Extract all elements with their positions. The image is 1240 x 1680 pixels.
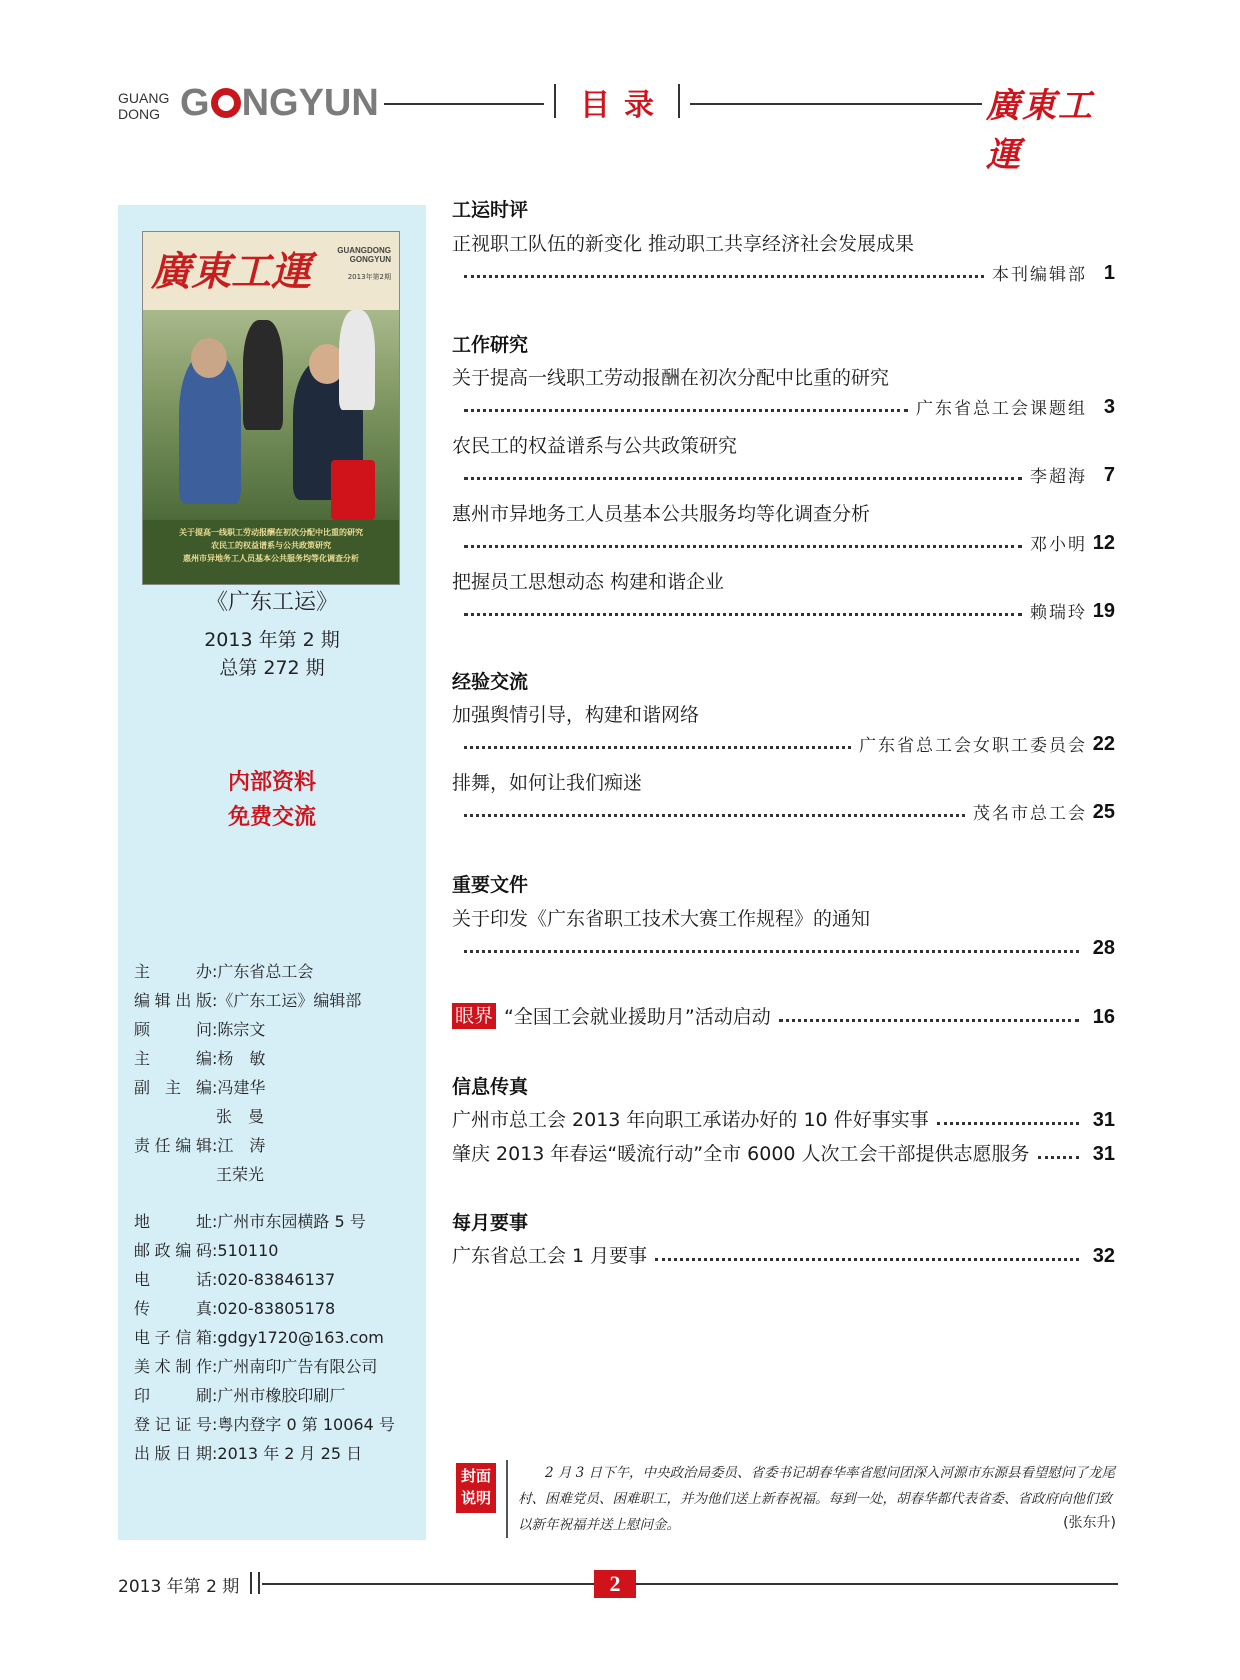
info-row: 电子信箱:gdgy1720@163.com <box>134 1323 424 1352</box>
toc-entry-page: 25 <box>1092 801 1115 823</box>
toc-entry-page: 7 <box>1103 464 1115 486</box>
person-figure <box>243 320 283 430</box>
brand-small-text: GUANG DONG <box>118 90 170 122</box>
toc-entry-title[interactable]: 关于印发《广东省职工技术大赛工作规程》的通知 <box>452 908 871 930</box>
page-title: 目录 <box>580 88 668 123</box>
info-row <box>134 1102 424 1131</box>
toc-entry-page: 1 <box>1103 262 1115 284</box>
info-value: 陈宗文 <box>217 1020 266 1039</box>
info-spacer <box>134 1189 424 1207</box>
info-row: 顾 问:陈宗文 <box>134 1015 424 1044</box>
header-divider-left <box>554 84 556 118</box>
info-label: 副 主 编 <box>134 1078 212 1097</box>
toc-entry-title[interactable]: 惠州市异地务工人员基本公共服务均等化调查分析 <box>452 503 871 525</box>
info-value: 020-83846137 <box>217 1270 336 1289</box>
toc-entry-title: 肇庆 2013 年春运“暖流行动”全市 6000 人次工会干部提供志愿服务 <box>452 1143 1030 1165</box>
info-label: 登记证号 <box>134 1415 212 1434</box>
leader-dots <box>464 814 965 817</box>
cover-brand: GUANGDONG GONGYUN <box>337 246 391 264</box>
info-label: 地 址 <box>134 1212 212 1231</box>
person-head <box>191 338 227 378</box>
page-number: 2 <box>594 1570 636 1598</box>
red-stool <box>331 460 375 520</box>
toc-entry[interactable] <box>452 1240 1115 1268</box>
issue-year: 2013 年第 2 期 <box>204 629 340 651</box>
info-row <box>134 1160 424 1189</box>
info-label: 责任编辑 <box>134 1136 212 1155</box>
info-label: 电子信箱 <box>134 1328 212 1347</box>
info-value: 2013 年 2 月 25 日 <box>217 1444 363 1463</box>
toc-entry-page: 31 <box>1092 1109 1115 1131</box>
toc-entry-author: 李超海 <box>1030 467 1087 487</box>
footer-rule-right <box>636 1583 1118 1585</box>
info-row: 登记证号:粤内登字 0 第 10064 号 <box>134 1410 424 1439</box>
info-value: 广州南印广告有限公司 <box>217 1357 378 1376</box>
info-row: 邮政编码:510110 <box>134 1236 424 1265</box>
leader-dots <box>655 1258 1079 1261</box>
page-header <box>118 78 1128 175</box>
toc-entry-title: “全国工会就业援助月”活动启动 <box>504 1006 771 1028</box>
info-row: 编辑出版:《广东工运》编辑部 <box>134 986 424 1015</box>
info-label: 美术制作 <box>134 1357 212 1376</box>
toc-entry-leader[interactable] <box>452 393 1115 419</box>
union-logo-icon <box>211 88 241 118</box>
info-value: 《广东工运》编辑部 <box>217 991 362 1010</box>
toc-entry-author: 广东省总工会女职工委员会 <box>859 736 1087 756</box>
toc-entry-leader[interactable] <box>452 798 1115 824</box>
section-heading: 工作研究 <box>452 334 529 356</box>
section-heading: 重要文件 <box>452 874 529 896</box>
cover-headlines <box>143 520 399 584</box>
toc-entry-page: 31 <box>1092 1143 1115 1165</box>
toc-entry-author: 本刊编辑部 <box>992 265 1087 285</box>
toc-entry-author: 广东省总工会课题组 <box>916 399 1087 419</box>
toc-entry-page: 12 <box>1092 532 1115 554</box>
leader-dots <box>464 613 1022 616</box>
toc-entry-leader[interactable] <box>452 597 1115 623</box>
toc-eye-entry[interactable] <box>452 1001 1115 1029</box>
magazine-logo: 廣東工運 <box>986 86 1094 175</box>
info-value: 粤内登字 0 第 10064 号 <box>217 1415 395 1434</box>
info-row: 电 话:020-83846137 <box>134 1265 424 1294</box>
toc-entry-leader[interactable] <box>452 461 1115 487</box>
info-label: 印 刷 <box>134 1386 212 1405</box>
info-label: 编辑出版 <box>134 991 212 1010</box>
cover-headline: 关于提高一线职工劳动报酬在初次分配中比重的研究 <box>179 528 363 537</box>
toc-entry-leader[interactable] <box>452 259 1115 285</box>
toc-entry-leader[interactable] <box>452 730 1115 756</box>
info-value: 张 曼 <box>216 1107 265 1126</box>
toc-entry-page: 32 <box>1092 1245 1115 1267</box>
brand-big-pre: G <box>180 82 210 124</box>
info-value: 江 涛 <box>217 1136 266 1155</box>
caption-divider <box>506 1460 508 1538</box>
info-row: 印 刷:广州市橡胶印刷厂 <box>134 1381 424 1410</box>
header-divider-right <box>678 84 680 118</box>
toc-entry-title: 广东省总工会 1 月要事 <box>452 1245 648 1267</box>
info-label: 邮政编码 <box>134 1241 212 1260</box>
info-row: 传 真:020-83805178 <box>134 1294 424 1323</box>
leader-dots <box>464 477 1022 480</box>
eye-badge: 眼界 <box>452 1003 496 1029</box>
leader-dots <box>464 409 908 412</box>
info-value: 冯建华 <box>217 1078 266 1097</box>
info-row: 美术制作:广州南印广告有限公司 <box>134 1352 424 1381</box>
toc-entry-title[interactable]: 排舞，如何让我们痴迷 <box>452 772 643 794</box>
info-label: 出版日期 <box>134 1444 212 1463</box>
sidebar <box>118 205 426 1540</box>
leader-dots <box>779 1019 1079 1022</box>
cover-caption-badge <box>456 1463 496 1513</box>
toc-entry-page: 22 <box>1092 733 1115 755</box>
section-heading: 经验交流 <box>452 671 529 693</box>
leader-dots <box>937 1122 1079 1125</box>
toc-entry-title[interactable]: 关于提高一线职工劳动报酬在初次分配中比重的研究 <box>452 367 890 389</box>
photo-credit: (张东升) <box>1063 1515 1116 1531</box>
caption-badge-line: 封面 <box>460 1467 491 1485</box>
magazine-name: 《广东工运》 <box>205 590 338 615</box>
toc-entry-leader[interactable] <box>452 934 1115 960</box>
info-row: 地 址:广州市东园横路 5 号 <box>134 1207 424 1236</box>
cover-issue: 2013年第2期 <box>347 273 391 281</box>
section-heading: 每月要事 <box>452 1212 529 1234</box>
cover-masthead <box>143 232 399 310</box>
info-row: 主 办:广东省总工会 <box>134 957 424 986</box>
toc-entry-author: 茂名市总工会 <box>973 804 1087 824</box>
info-value: 020-83805178 <box>217 1299 336 1318</box>
brand-logo <box>180 82 379 125</box>
info-value: 王荣光 <box>216 1165 265 1184</box>
info-row: 出版日期:2013 年 2 月 25 日 <box>134 1439 424 1468</box>
info-label: 主 办 <box>134 962 212 981</box>
caption-badge-line: 说明 <box>460 1489 491 1507</box>
person-figure <box>339 310 375 410</box>
issue-total: 总第 272 期 <box>219 657 325 679</box>
info-label: 顾 问 <box>134 1020 212 1039</box>
toc-entry-title[interactable]: 把握员工思想动态 构建和谐企业 <box>452 571 725 593</box>
cover-image[interactable] <box>142 231 400 585</box>
masthead-info <box>134 957 424 1468</box>
toc-entry-author: 邓小明 <box>1030 535 1087 555</box>
info-value: gdgy1720@163.com <box>217 1328 384 1347</box>
toc-entry-title[interactable]: 正视职工队伍的新变化 推动职工共享经济社会发展成果 <box>452 233 915 255</box>
toc-entry-author: 赖瑞玲 <box>1030 603 1087 623</box>
leader-dots <box>464 746 851 749</box>
footer-divider <box>250 1572 260 1594</box>
toc-entry-page: 19 <box>1092 600 1115 622</box>
toc-entry-page: 28 <box>1092 937 1115 959</box>
cover-headline: 农民工的权益谱系与公共政策研究 <box>211 541 331 550</box>
info-value: 510110 <box>217 1241 279 1260</box>
leader-dots <box>464 275 984 278</box>
toc-entry-page: 3 <box>1103 396 1115 418</box>
info-value: 广州市橡胶印刷厂 <box>217 1386 346 1405</box>
leader-dots <box>464 545 1022 548</box>
cover-title: 廣東工運 <box>151 248 311 295</box>
cover-photo <box>143 310 399 520</box>
info-row: 主 编:杨 敏 <box>134 1044 424 1073</box>
free-exchange-notice: 免费交流 <box>227 805 316 830</box>
leader-dots <box>1038 1156 1079 1159</box>
footer-issue: 2013 年第 2 期 <box>118 1577 240 1597</box>
toc-entry[interactable] <box>452 1104 1115 1132</box>
info-value: 杨 敏 <box>217 1049 266 1068</box>
toc-entry-title[interactable]: 加强舆情引导，构建和谐网络 <box>452 704 700 726</box>
info-label: 电 话 <box>134 1270 212 1289</box>
leader-dots <box>464 950 1079 953</box>
info-value: 广州市东园横路 5 号 <box>217 1212 366 1231</box>
cover-headline: 惠州市异地务工人员基本公共服务均等化调查分析 <box>183 554 359 563</box>
info-label: 传 真 <box>134 1299 212 1318</box>
info-value: 广东省总工会 <box>217 962 314 981</box>
toc-entry-title[interactable]: 农民工的权益谱系与公共政策研究 <box>452 435 738 457</box>
toc-entry-page: 16 <box>1092 1006 1115 1028</box>
internal-notice: 内部资料 <box>227 770 316 795</box>
cover-caption-text: 2 月 3 日下午，中央政治局委员、省委书记胡春华率省慰问团深入河源市东源县看望慰问了龙尾村、困难党员、困难职工，并为他们送上新春祝福。每到一处，胡春华都代表省委、省政府向他们致以新年祝福并送上慰问金。 <box>518 1465 1116 1533</box>
section-heading: 信息传真 <box>452 1076 529 1098</box>
toc-entry-title: 广州市总工会 2013 年向职工承诺办好的 10 件好事实事 <box>452 1109 929 1131</box>
info-label: 主 编 <box>134 1049 212 1068</box>
info-row: 副 主 编:冯建华 <box>134 1073 424 1102</box>
toc-entry-leader[interactable] <box>452 529 1115 555</box>
footer-rule-left <box>262 1583 594 1585</box>
toc-entry[interactable] <box>452 1138 1115 1166</box>
header-rule-left <box>384 103 544 105</box>
header-rule-right <box>690 103 982 105</box>
info-row: 责任编辑:江 涛 <box>134 1131 424 1160</box>
brand-big-post: NGYUN <box>241 82 379 124</box>
section-heading: 工运时评 <box>452 199 529 221</box>
